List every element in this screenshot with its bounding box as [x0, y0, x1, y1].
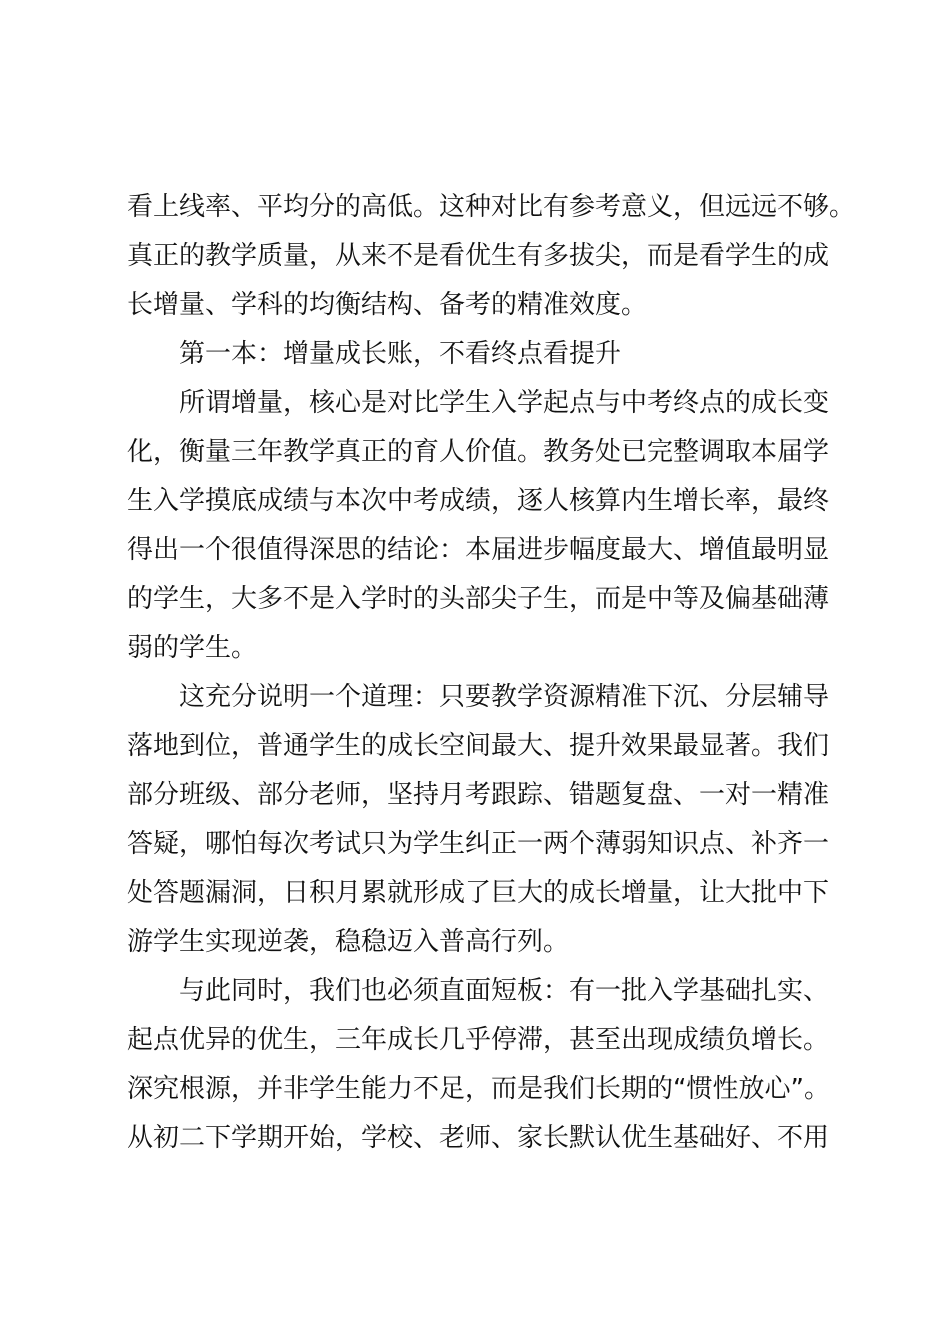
text-line: 这充分说明一个道理：只要教学资源精准下沉、分层辅导 [179, 682, 830, 712]
paragraph-continuation [127, 183, 856, 330]
heading-line: 第一本：增量成长账，不看终点看提升 [179, 339, 622, 369]
text-line: 长增量、学科的均衡结构、备考的精准效度。 [127, 290, 648, 320]
text-line: 从初二下学期开始，学校、老师、家长默认优生基础好、不用 [127, 1123, 830, 1153]
text-line: 的学生，大多不是入学时的头部尖子生，而是中等及偏基础薄 [127, 584, 830, 614]
text-line: 所谓增量，核心是对比学生入学起点与中考终点的成长变 [179, 388, 830, 418]
document-page [127, 183, 856, 1163]
text-line: 看上线率、平均分的高低。这种对比有参考意义，但远远不够。 [127, 192, 856, 222]
text-line: 弱的学生。 [127, 633, 258, 663]
text-line: 答疑，哪怕每次考试只为学生纠正一两个薄弱知识点、补齐一 [127, 829, 830, 859]
section-heading [127, 330, 847, 379]
paragraph-explanation [127, 673, 847, 967]
text-line: 落地到位，普通学生的成长空间最大、提升效果最显著。我们 [127, 731, 830, 761]
text-line: 与此同时，我们也必须直面短板：有一批入学基础扎实、 [179, 976, 830, 1006]
text-line: 生入学摸底成绩与本次中考成绩，逐人核算内生增长率，最终 [127, 486, 830, 516]
text-line: 真正的教学质量，从来不是看优生有多拔尖，而是看学生的成 [127, 241, 830, 271]
text-line: 深究根源，并非学生能力不足，而是我们长期的“惯性放心”。 [127, 1074, 830, 1104]
paragraph-increment-definition [127, 379, 847, 673]
text-line: 部分班级、部分老师，坚持月考跟踪、错题复盘、一对一精准 [127, 780, 830, 810]
text-line: 处答题漏洞，日积月累就形成了巨大的成长增量，让大批中下 [127, 878, 830, 908]
paragraph-shortcomings [127, 967, 847, 1163]
text-line: 得出一个很值得深思的结论：本届进步幅度最大、增值最明显 [127, 535, 830, 565]
text-line: 起点优异的优生，三年成长几乎停滞，甚至出现成绩负增长。 [127, 1025, 830, 1055]
text-line: 化，衡量三年教学真正的育人价值。教务处已完整调取本届学 [127, 437, 830, 467]
text-line: 游学生实现逆袭，稳稳迈入普高行列。 [127, 927, 570, 957]
